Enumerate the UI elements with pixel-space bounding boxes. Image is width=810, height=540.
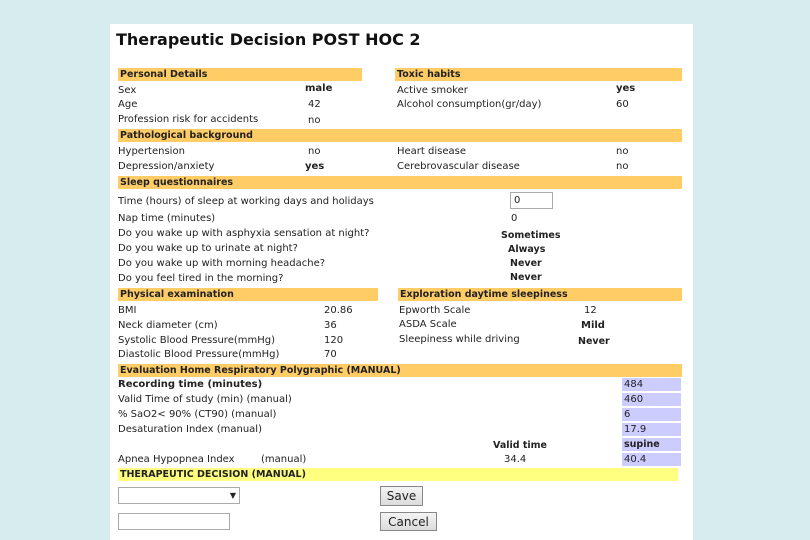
cerebrovascular-label: Cerebrovascular disease — [397, 161, 520, 172]
exploration-header: Exploration daytime sleepiness — [398, 288, 682, 301]
sex-label: Sex — [118, 85, 137, 96]
sleep-hours-label: Time (hours) of sleep at working days and holidays — [118, 196, 374, 207]
neck-value: 36 — [324, 320, 337, 331]
recording-time-label: Recording time (minutes) — [118, 379, 263, 390]
active-smoker-label: Active smoker — [397, 85, 468, 96]
valid-time-study-value: 460 — [622, 393, 681, 406]
sleep-hours-input[interactable]: 0 — [510, 192, 553, 209]
urinate-label: Do you wake up to urinate at night? — [118, 243, 298, 254]
profession-risk-value: no — [308, 115, 321, 126]
therapeutic-decision-header: THERAPEUTIC DECISION (MANUAL) — [118, 468, 678, 481]
age-value: 42 — [308, 99, 321, 110]
urinate-value: Always — [508, 244, 546, 255]
desaturation-value: 17.9 — [622, 423, 681, 436]
bmi-value: 20.86 — [324, 305, 353, 316]
recording-time-value: 484 — [622, 378, 681, 391]
cerebrovascular-value: no — [616, 161, 629, 172]
ahi-label: Apnea Hypopnea Index — [118, 454, 235, 465]
systolic-value: 120 — [324, 335, 344, 346]
asda-label: ASDA Scale — [399, 319, 457, 330]
polygraphic-header: Evaluation Home Respiratory Polygraphic (MANUAL) — [118, 364, 682, 377]
epworth-value: 12 — [584, 305, 597, 316]
heart-disease-label: Heart disease — [397, 146, 466, 157]
depression-value: yes — [305, 161, 325, 172]
heart-disease-value: no — [616, 146, 629, 157]
systolic-label: Systolic Blood Pressure(mmHg) — [118, 335, 276, 346]
ct90-label: % SaO2< 90% (CT90) (manual) — [118, 409, 277, 420]
diastolic-label: Diastolic Blood Pressure(mmHg) — [118, 349, 280, 360]
valid-time-study-label: Valid Time of study (min) (manual) — [118, 394, 292, 405]
neck-label: Neck diameter (cm) — [118, 320, 218, 331]
depression-label: Depression/anxiety — [118, 161, 215, 172]
asda-value: Mild — [581, 320, 605, 331]
driving-label: Sleepiness while driving — [399, 334, 520, 345]
driving-value: Never — [578, 336, 610, 347]
valid-time-column-label: Valid time — [493, 440, 548, 451]
headache-value: Never — [510, 258, 542, 269]
active-smoker-value: yes — [616, 83, 636, 94]
age-label: Age — [118, 99, 138, 110]
sleep-header: Sleep questionnaires — [118, 176, 682, 189]
ahi-manual-label: (manual) — [261, 454, 307, 465]
physical-header: Physical examination — [118, 288, 378, 301]
hypertension-label: Hypertension — [118, 146, 185, 157]
chevron-down-icon: ▼ — [229, 491, 236, 500]
toxic-habits-header: Toxic habits — [395, 68, 682, 81]
profession-risk-label: Profession risk for accidents — [118, 114, 259, 125]
ahi-valid-time-value: 34.4 — [504, 454, 527, 465]
asphyxia-label: Do you wake up with asphyxia sensation at night? — [118, 228, 370, 239]
decision-text-input[interactable] — [118, 513, 230, 530]
ahi-supine-value: 40.4 — [622, 453, 681, 466]
nap-time-label: Nap time (minutes) — [118, 213, 216, 224]
personal-details-header: Personal Details — [118, 68, 362, 81]
hypertension-value: no — [308, 146, 321, 157]
supine-column-label: supine — [622, 438, 681, 451]
tired-value: Never — [510, 272, 542, 283]
alcohol-value: 60 — [616, 99, 629, 110]
headache-label: Do you wake up with morning headache? — [118, 258, 326, 269]
diastolic-value: 70 — [324, 349, 337, 360]
asphyxia-value: Sometimes — [501, 230, 561, 241]
epworth-label: Epworth Scale — [399, 305, 471, 316]
bmi-label: BMI — [118, 305, 137, 316]
tired-label: Do you feel tired in the morning? — [118, 273, 284, 284]
cancel-button[interactable]: Cancel — [380, 512, 437, 531]
ct90-value: 6 — [622, 408, 681, 421]
pathological-header: Pathological background — [118, 129, 682, 142]
alcohol-label: Alcohol consumption(gr/day) — [397, 99, 542, 110]
save-button[interactable]: Save — [380, 486, 423, 506]
decision-select[interactable] — [118, 487, 240, 504]
sex-value: male — [305, 83, 333, 94]
nap-time-value: 0 — [511, 213, 518, 224]
desaturation-label: Desaturation Index (manual) — [118, 424, 262, 435]
page-title: Therapeutic Decision POST HOC 2 — [116, 30, 421, 49]
